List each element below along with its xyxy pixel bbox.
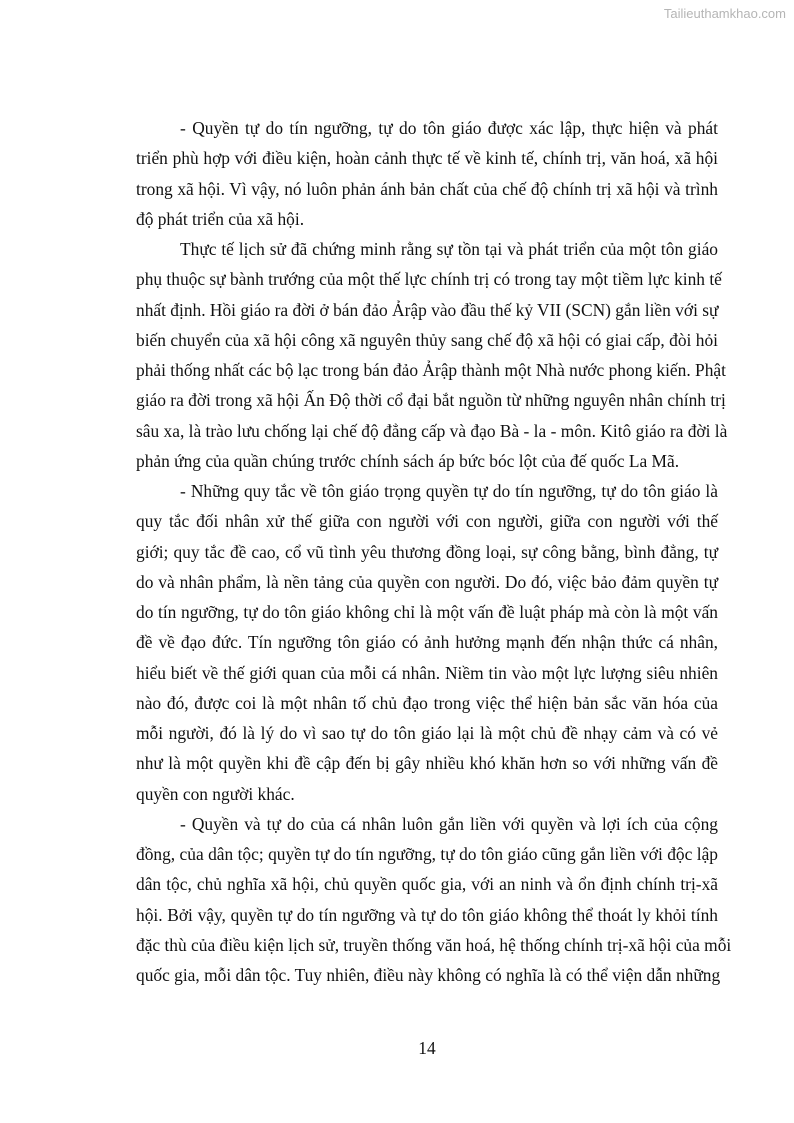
- text-line: - Những quy tắc về tôn giáo trọng quyền tự do tín ngưỡng, tự do tôn giáo là: [180, 481, 718, 501]
- text-line: giáo ra đời trong xã hội Ấn Độ thời cổ đại bắt nguồn từ những nguyên nhân chính trị: [136, 390, 726, 411]
- text-line: mỗi người, đó là lý do vì sao tự do tôn giáo lại là một chủ đề nhạy cảm và có vẻ: [136, 723, 718, 743]
- text-line: đề về đạo đức. Tín ngưỡng tôn giáo có ảnh hưởng mạnh đến nhận thức cá nhân,: [136, 632, 718, 653]
- text-line: nhất định. Hồi giáo ra đời ở bán đảo Ảrập vào đầu thế kỷ VII (SCN) gắn liền với sự: [136, 299, 719, 320]
- watermark: Tailieuthamkhao.com: [663, 6, 786, 21]
- text-line: quốc gia, mỗi dân tộc. Tuy nhiên, điều này không có nghĩa là có thể viện dẫn những: [136, 965, 721, 985]
- text-line: như là một quyền khi đề cập đến bị gây nhiều khó khăn hơn so với những vấn đề: [136, 753, 718, 774]
- text-line: hiểu biết về thế giới quan của mỗi cá nhân. Niềm tin vào một lực lượng siêu nhiên: [136, 662, 718, 683]
- paragraph: [136, 113, 718, 234]
- paragraph: [136, 234, 728, 476]
- text-line: phụ thuộc sự bành trướng của một thế lực chính trị có trong tay một tiềm lực kinh tế: [136, 269, 722, 290]
- text-line: trong xã hội. Vì vậy, nó luôn phản ánh bản chất của chế độ chính trị xã hội và trình: [136, 178, 718, 199]
- text-line: quyền con người khác.: [136, 783, 295, 804]
- text-line: biến chuyển của xã hội công xã nguyên thủy sang chế độ xã hội có giai cấp, đòi hỏi: [136, 329, 718, 350]
- paragraph: [136, 476, 718, 809]
- paragraph: [136, 809, 732, 991]
- text-line: phản ứng của quần chúng trước chính sách áp bức bóc lột của đế quốc La Mã.: [136, 450, 680, 471]
- text-line: phải thống nhất các bộ lạc trong bán đảo Ảrập thành một Nhà nước phong kiến. Phật: [136, 360, 726, 380]
- text-line: quy tắc đối nhân xử thế giữa con người với con người, giữa con người với thế: [136, 511, 718, 532]
- text-line: - Quyền và tự do của cá nhân luôn gắn liền với quyền và lợi ích của cộng: [180, 813, 718, 834]
- text-line: dân tộc, chủ nghĩa xã hội, chủ quyền quốc gia, với an ninh và ổn định chính trị-xã: [136, 874, 718, 895]
- text-line: giới; quy tắc đề cao, cổ vũ tình yêu thương đồng loại, sự công bằng, bình đẳng, tự: [136, 541, 718, 562]
- text-line: hội. Bởi vậy, quyền tự do tín ngưỡng và tự do tôn giáo không thể thoát ly khỏi tính: [136, 904, 718, 925]
- text-line: - Quyền tự do tín ngưỡng, tự do tôn giáo được xác lập, thực hiện và phát: [180, 118, 718, 138]
- text-line: triển phù hợp với điều kiện, hoàn cảnh thực tế về kinh tế, chính trị, văn hoá, xã hội: [136, 148, 718, 169]
- text-line: Thực tế lịch sử đã chứng minh rằng sự tồn tại và phát triển của một tôn giáo: [180, 239, 718, 259]
- text-line: do tín ngưỡng, tự do tôn giáo không chỉ là một vấn đề luật pháp mà còn là một vấn: [136, 602, 718, 622]
- text-line: đồng, của dân tộc; quyền tự do tín ngưỡng, tự do tôn giáo cũng gắn liền với độc lập: [136, 844, 718, 864]
- text-line: độ phát triển của xã hội.: [136, 208, 305, 229]
- text-line: sâu xa, là trào lưu chống lại chế độ đẳng cấp và đạo Bà - la - môn. Kitô giáo ra đời là: [136, 420, 728, 441]
- document-body: [136, 113, 732, 990]
- text-line: đặc thù của điều kiện lịch sử, truyền thống văn hoá, hệ thống chính trị-xã hội của mỗi: [136, 934, 732, 955]
- text-line: do và nhân phẩm, là nền tảng của quyền con người. Do đó, việc bảo đảm quyền tự: [136, 571, 718, 592]
- text-line: nào đó, được coi là một nhân tố chủ đạo trong việc thể hiện bản sắc văn hóa của: [136, 692, 718, 713]
- page-number: 14: [418, 1038, 436, 1058]
